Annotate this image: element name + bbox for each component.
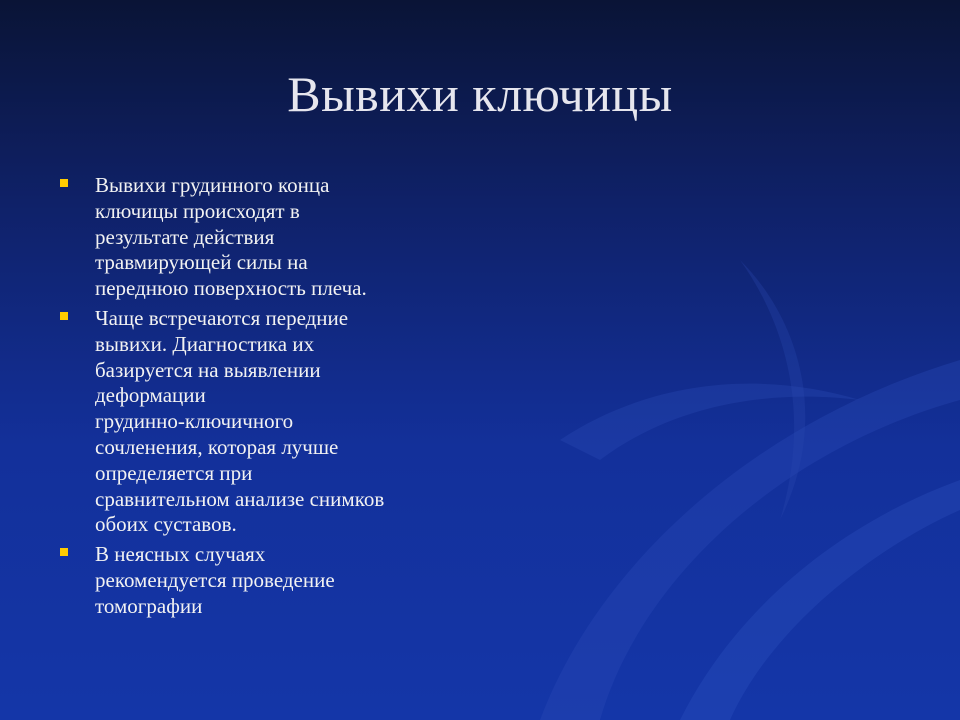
- yellow-square-bullet-icon: [60, 179, 68, 187]
- slide-title: Вывихи ключицы: [287, 66, 673, 122]
- yellow-square-bullet-icon: [60, 548, 68, 556]
- bullet-item: [58, 542, 478, 619]
- bullet-text: В неясных случаях рекомендуется проведение томографии: [95, 542, 335, 618]
- bullet-text: Чаще встречаются передние вывихи. Диагностика их базируется на выявлении деформации грудинно-ключичного сочленения, которая лучше определяется при сравнительном анализе снимков обоих суставов.: [95, 305, 385, 537]
- yellow-square-bullet-icon: [60, 312, 68, 320]
- bullet-text: Вывихи грудинного конца ключицы происходят в результате действия травмирующей силы на переднюю поверхность плеча.: [95, 173, 367, 301]
- bullet-item: [58, 306, 478, 538]
- bullet-list: [58, 173, 478, 624]
- bullet-item: [58, 173, 478, 302]
